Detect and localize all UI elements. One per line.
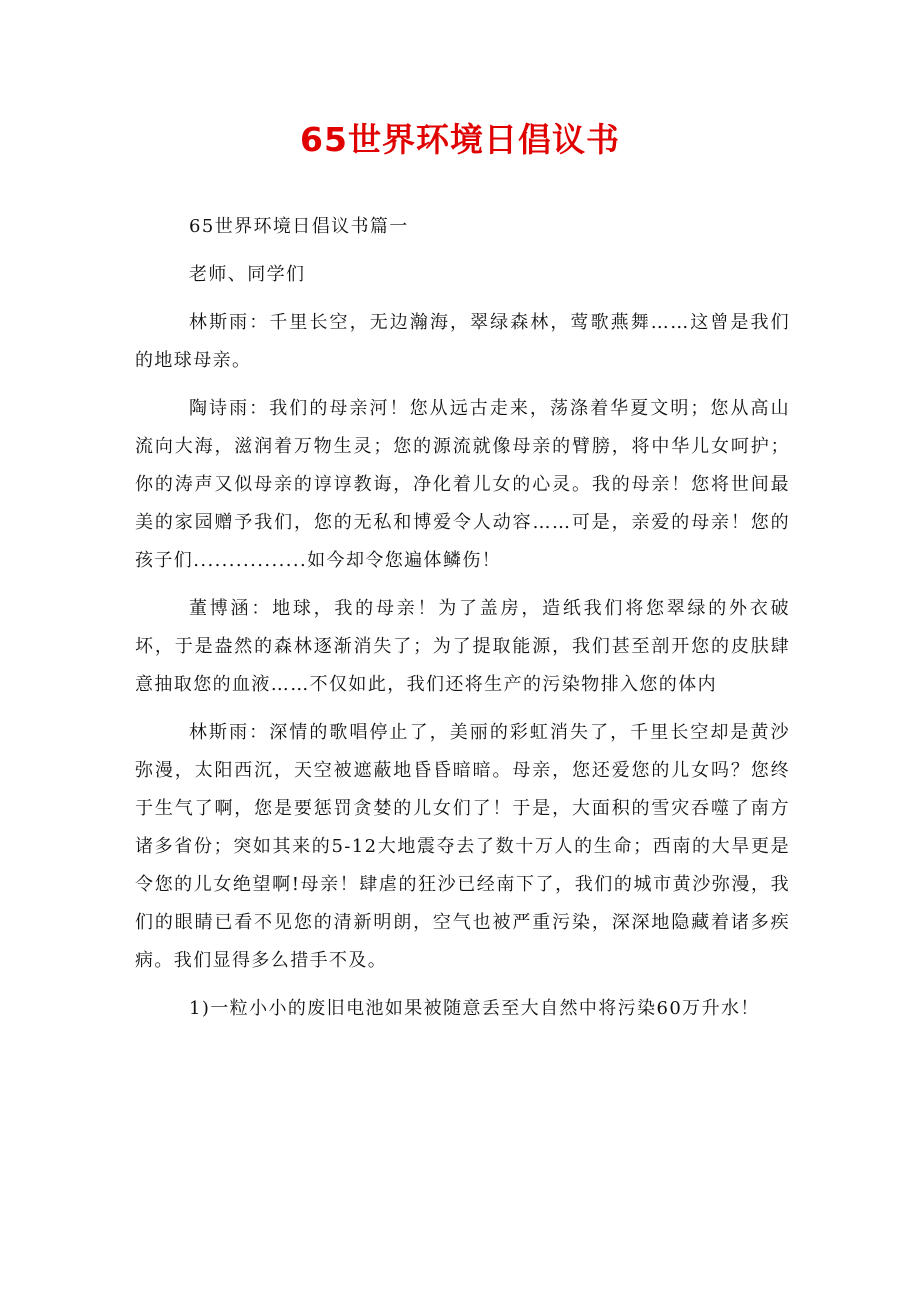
list-item: 1)一粒小小的废旧电池如果被随意丢至大自然中将污染60万升水！ <box>189 998 760 1019</box>
paragraph: 林斯雨：千里长空，无边瀚海，翠绿森林，莺歌燕舞……这曾是我们的地球母亲。 <box>135 312 790 371</box>
paragraph: 陶诗雨：我们的母亲河！您从远古走来，荡涤着华夏文明；您从高山流向大海，滋润着万物生灵；您的源流就像母亲的臂膀，将中华儿女呵护；你的涛声又似母亲的谆谆教诲，净化着儿女的心灵。我的母亲！您将世间最美的家园赠予我们，您的无私和博爱令人动容……可是，亲爱的母亲！您的孩子们................如今却令您遍体鳞伤！ <box>135 398 790 571</box>
section-heading: 65世界环境日倡议书篇一 <box>189 216 409 237</box>
document-body <box>135 208 790 1038</box>
paragraph: 林斯雨：深情的歌唱停止了，美丽的彩虹消失了，千里长空却是黄沙弥漫，太阳西沉，天空被遮蔽地昏昏暗暗。母亲，您还爱您的儿女吗？您终于生气了啊，您是要惩罚贪婪的儿女们了！于是，大面积的雪灾吞噬了南方诸多省份；突如其来的5-12大地震夺去了数十万人的生命；西南的大旱更是令您的儿女绝望啊!母亲！肆虐的狂沙已经南下了，我们的城市黄沙弥漫，我们的眼睛已看不见您的清新明朗，空气也被严重污染，深深地隐藏着诸多疾病。我们显得多么措手不及。 <box>135 722 790 971</box>
salutation: 老师、同学们 <box>189 264 306 285</box>
paragraph: 董博涵：地球，我的母亲！为了盖房，造纸我们将您翠绿的外衣破坏，于是盎然的森林逐渐消失了；为了提取能源，我们甚至剖开您的皮肤肆意抽取您的血液……不仅如此，我们还将生产的污染物排入您的体内 <box>135 598 790 695</box>
document-title: 65世界环境日倡议书 <box>300 120 620 159</box>
